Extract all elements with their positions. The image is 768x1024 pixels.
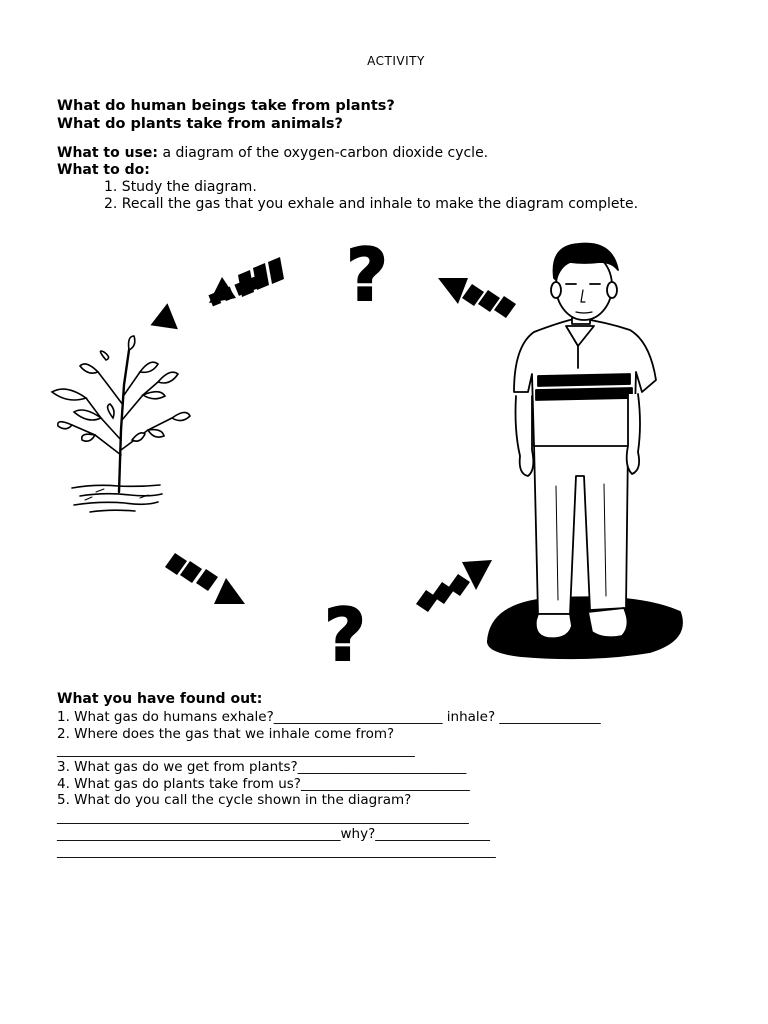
what-to-use-label: What to use: (57, 145, 159, 161)
step-1: 1. Study the diagram. (104, 179, 257, 195)
found-out-line-7: _____________________________________________________________ (57, 809, 469, 825)
found-out-line-8: __________________________________________why?_________________ (57, 826, 491, 842)
arrow-top-left-head-icon (209, 257, 284, 303)
found-out-line-1: 1. What gas do humans exhale?_________________________ inhale? _______________ (57, 709, 601, 725)
step-2: 2. Recall the gas that you exhale and inhale to make the diagram complete. (104, 196, 639, 212)
question-2: What do plants take from animals? (57, 116, 343, 132)
found-out-line-4: 3. What gas do we get from plants?_________________________ (57, 759, 467, 775)
found-out-line-2: 2. Where does the gas that we inhale come from? (57, 726, 395, 742)
question-mark-bottom-icon: ? (324, 593, 366, 677)
found-out-line-3: _____________________________________________________ (57, 742, 415, 758)
question-mark-top-icon: ? (346, 233, 388, 317)
arrow-bottom-right-icon (416, 560, 492, 612)
found-out-line-5: 4. What gas do plants take from us?_________________________ (57, 776, 470, 792)
arrow-bottom-left-icon (165, 553, 245, 604)
what-to-do-label: What to do: (57, 162, 150, 178)
question-1: What do human beings take from plants? (57, 98, 395, 114)
boy-illustration (488, 244, 682, 659)
found-out-line-6: 5. What do you call the cycle shown in the diagram? (57, 792, 412, 808)
found-out-heading: What you have found out: (57, 691, 263, 707)
what-to-use-text: a diagram of the oxygen-carbon dioxide cycle. (158, 145, 489, 161)
found-out-line-9: _________________________________________________________________ (57, 843, 496, 859)
arrow-top-right-icon (438, 278, 516, 318)
plant-illustration (52, 336, 190, 512)
page-title: ACTIVITY (367, 54, 425, 68)
